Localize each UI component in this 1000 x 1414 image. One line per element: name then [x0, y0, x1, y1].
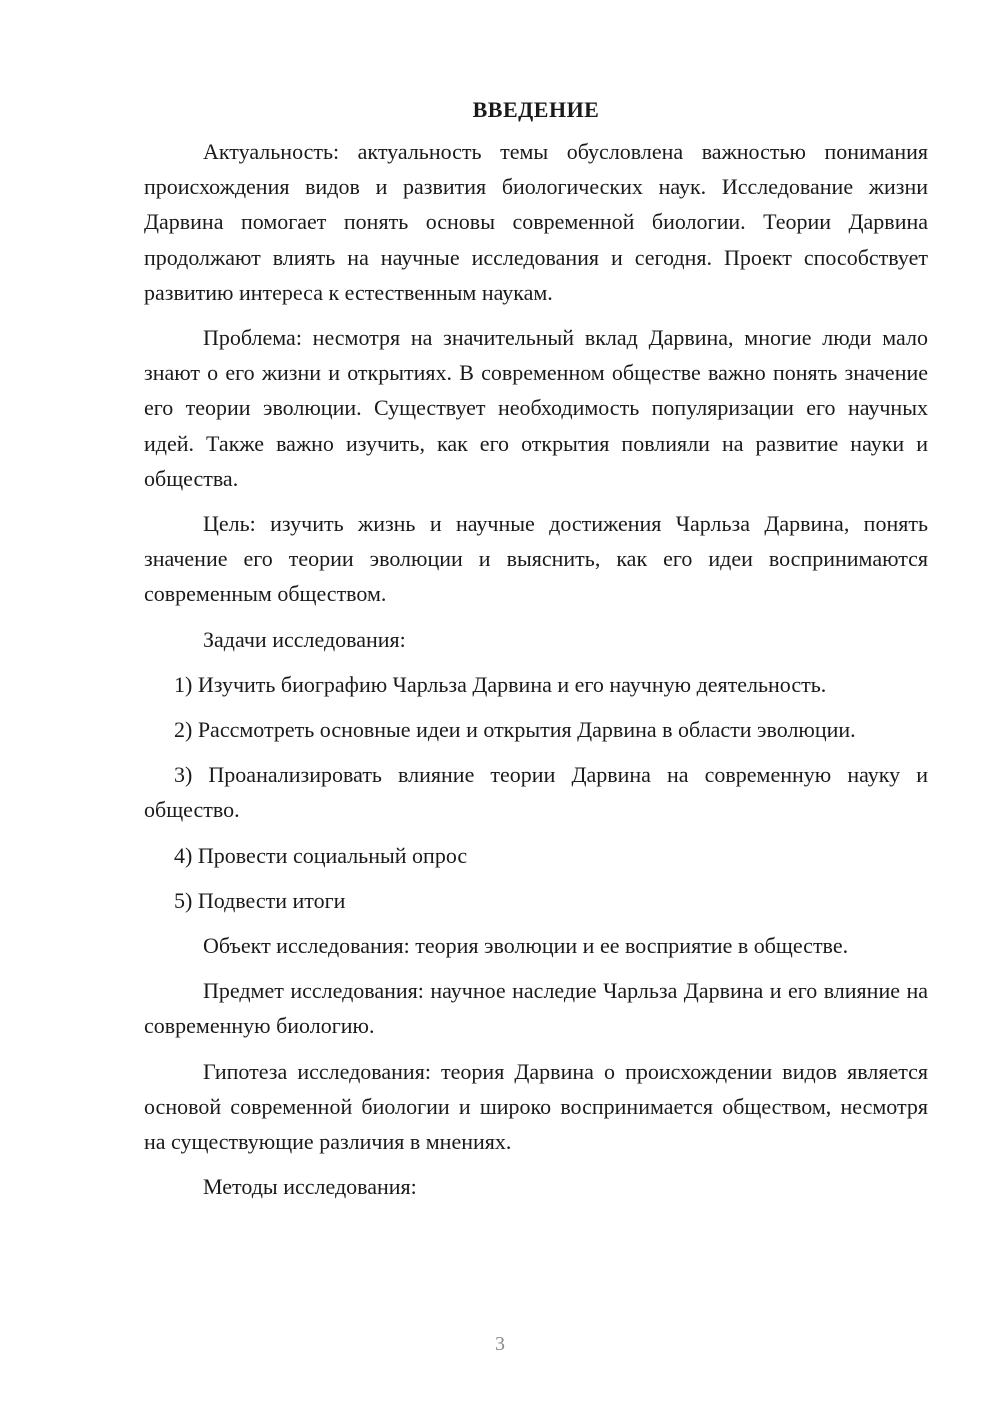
task-item-2: 2) Рассмотреть основные идеи и открытия Дарвина в области эволюции.	[174, 717, 856, 743]
paragraph-hypothesis: Гипотеза исследования: теория Дарвина о происхождении видов является основой современной биологии и широко воспринимается обществом, несмотря на существующие различия в мнениях.	[144, 1058, 928, 1155]
paragraph-object: Объект исследования: теория эволюции и ее восприятие в обществе.	[203, 933, 849, 959]
document-page	[144, 92, 928, 1214]
task-item-3: 3) Проанализировать влияние теории Дарвина на современную науку и общество.	[144, 762, 928, 823]
document-title: ВВЕДЕНИЕ	[472, 97, 600, 122]
page-number: 3	[495, 1333, 505, 1355]
paragraph-subject: Предмет исследования: научное наследие Чарльза Дарвина и его влияние на современную биологию.	[144, 978, 928, 1039]
paragraph-problem: Проблема: несмотря на значительный вклад Дарвина, многие люди мало знают о его жизни и открытиях. В современном обществе важно понять значение его теории эволюции. Существует необходимость популяризации его научных идей. Также важно изучить, как его открытия повлияли на развитие науки и общества.	[144, 325, 928, 491]
task-item-1: 1) Изучить биографию Чарльза Дарвина и его научную деятельность.	[174, 671, 827, 697]
paragraph-goal: Цель: изучить жизнь и научные достижения Чарльза Дарвина, понять значение его теории эволюции и выяснить, как его идеи воспринимаются современным обществом.	[144, 511, 928, 607]
methods-heading: Методы исследования:	[203, 1174, 417, 1200]
tasks-heading: Задачи исследования:	[203, 626, 406, 652]
task-item-5: 5) Подвести итоги	[174, 887, 346, 913]
paragraph-relevance: Актуальность: актуальность темы обусловлена важностью понимания происхождения видов и развития биологических наук. Исследование жизни Дарвина помогает понять основы современной биологии. Теории Дарвина продолжают влиять на научные исследования и сегодня. Проект способствует развитию интереса к естественным наукам.	[144, 139, 928, 305]
task-item-4: 4) Провести социальный опрос	[174, 842, 468, 868]
